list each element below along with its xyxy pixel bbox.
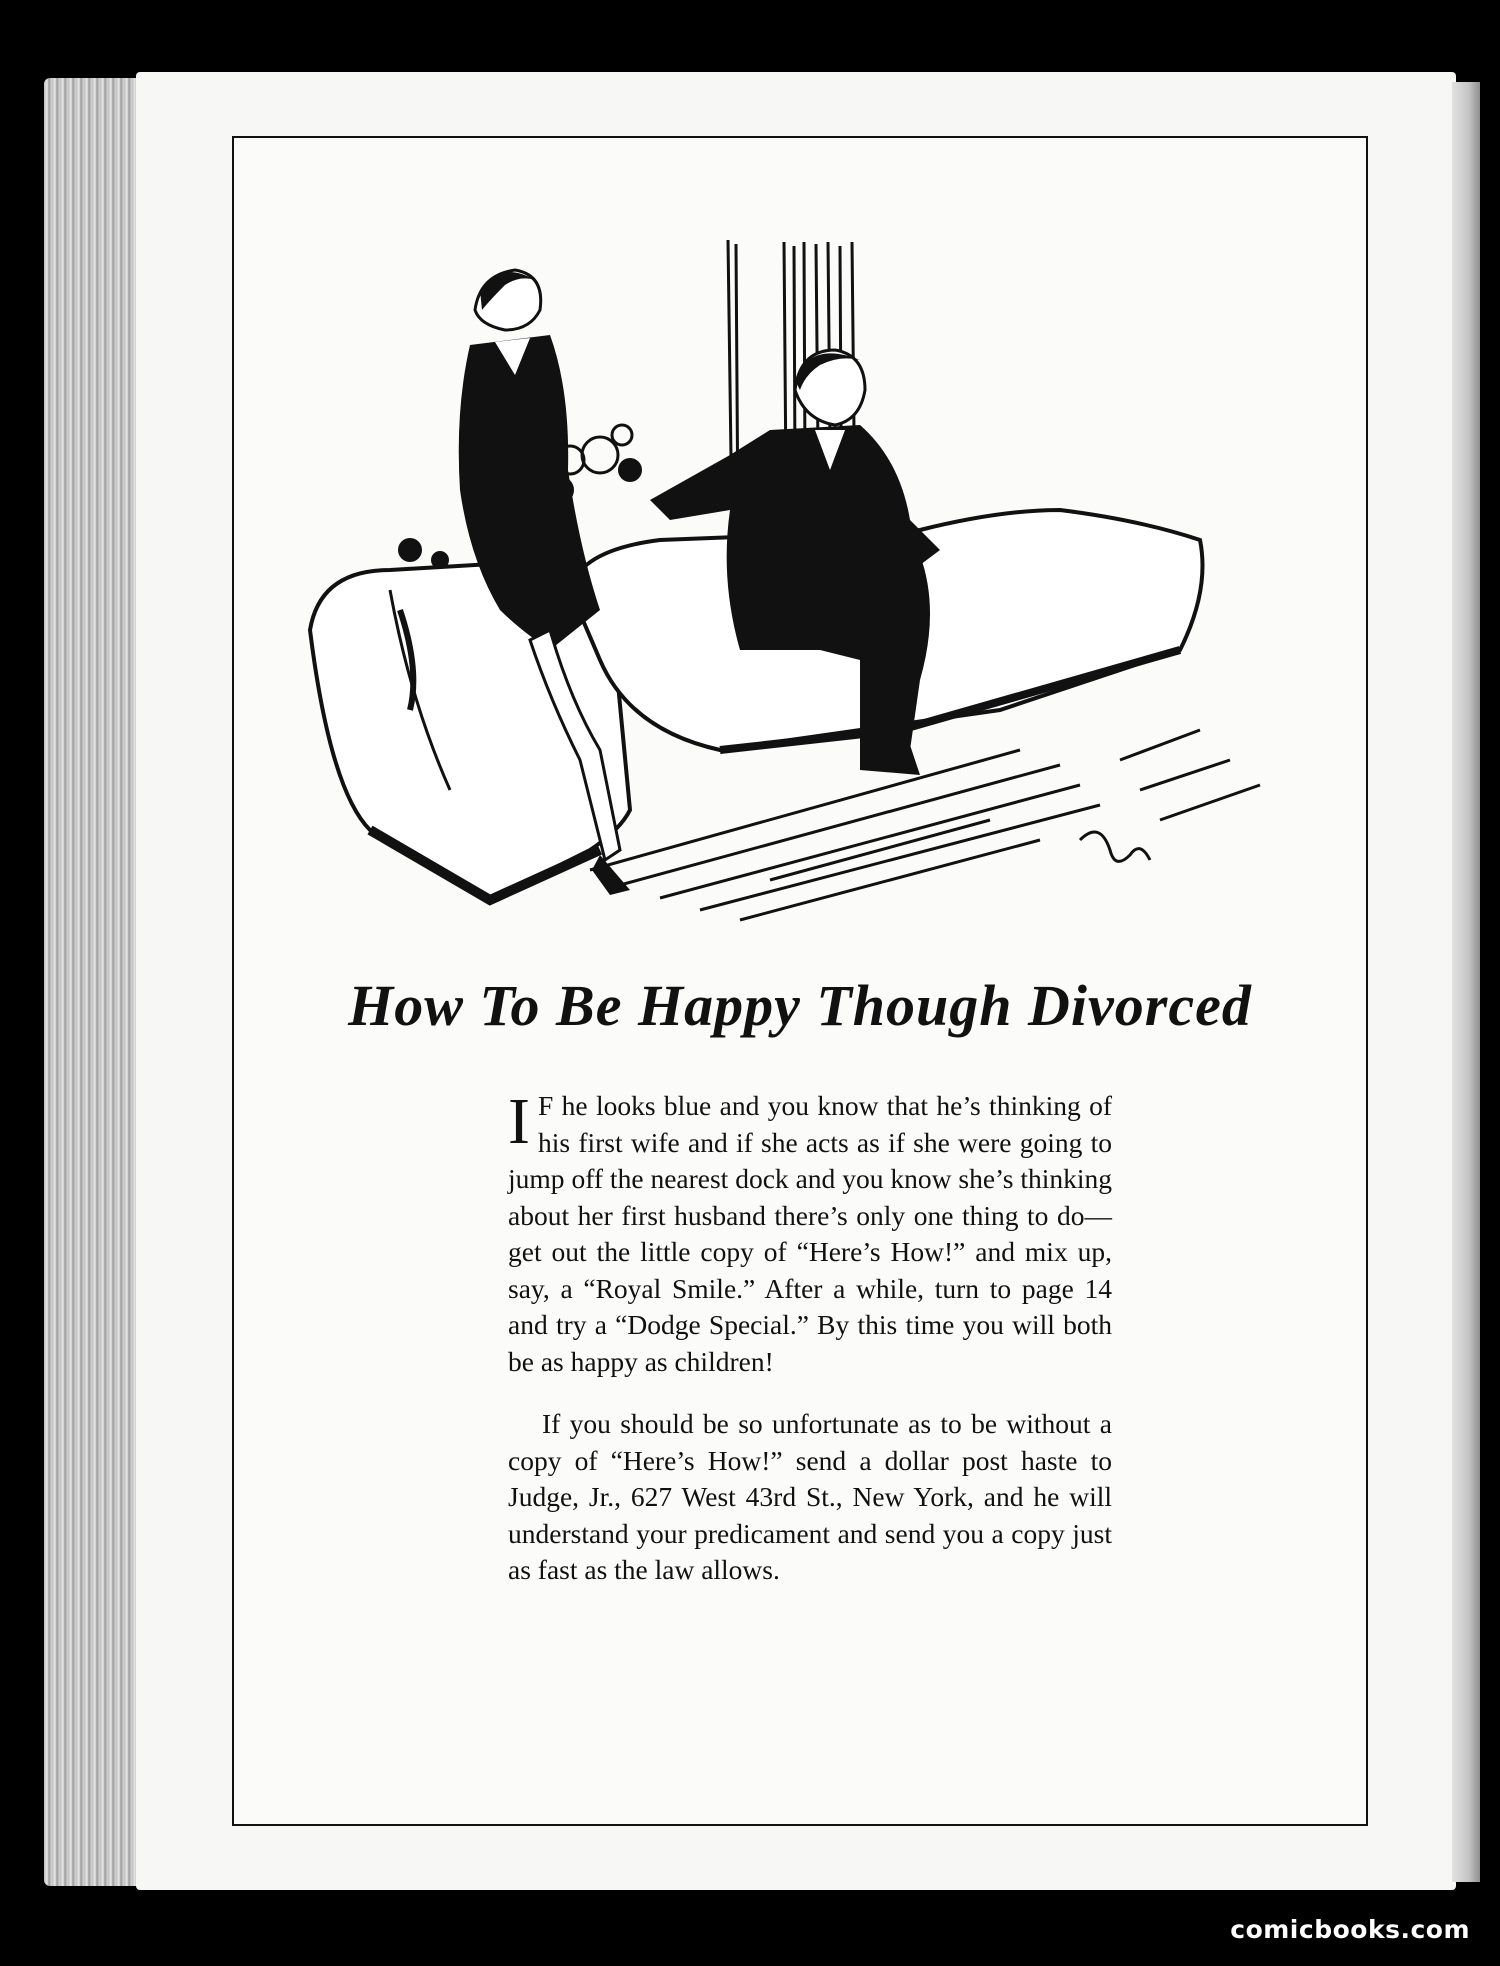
facing-page-edge: [1452, 82, 1480, 1882]
article-body: [508, 1085, 1112, 1615]
paragraph-2: If you should be so unfortunate as to be without a copy of “Here’s How!” send a dollar post haste to Judge, Jr., 627 West 43rd St., New York, and he will understand your predicament and send you a copy just as fast as the law allows.: [508, 1408, 1112, 1585]
site-watermark: comicbooks.com: [1230, 1915, 1470, 1944]
page-stack-edge: [44, 78, 140, 1886]
drop-cap: I: [508, 1085, 530, 1158]
couple-on-sofas-illustration: [300, 230, 1310, 930]
paragraph-1-text: F he looks blue and you know that he’s thinking of his first wife and if she acts as if she were going to jump off the nearest dock and you know she’s thinking about her first husband there’s only one thing to do—get out the little copy of “Here’s How!” and mix up, say, a “Royal Smile.” After a while, turn to page 14 and try a “Dodge Special.” By this time you will both be as happy as children!: [508, 1090, 1112, 1377]
paragraph-1: [508, 1085, 1112, 1380]
article-headline: How To Be Happy Though Divorced: [348, 973, 1252, 1038]
